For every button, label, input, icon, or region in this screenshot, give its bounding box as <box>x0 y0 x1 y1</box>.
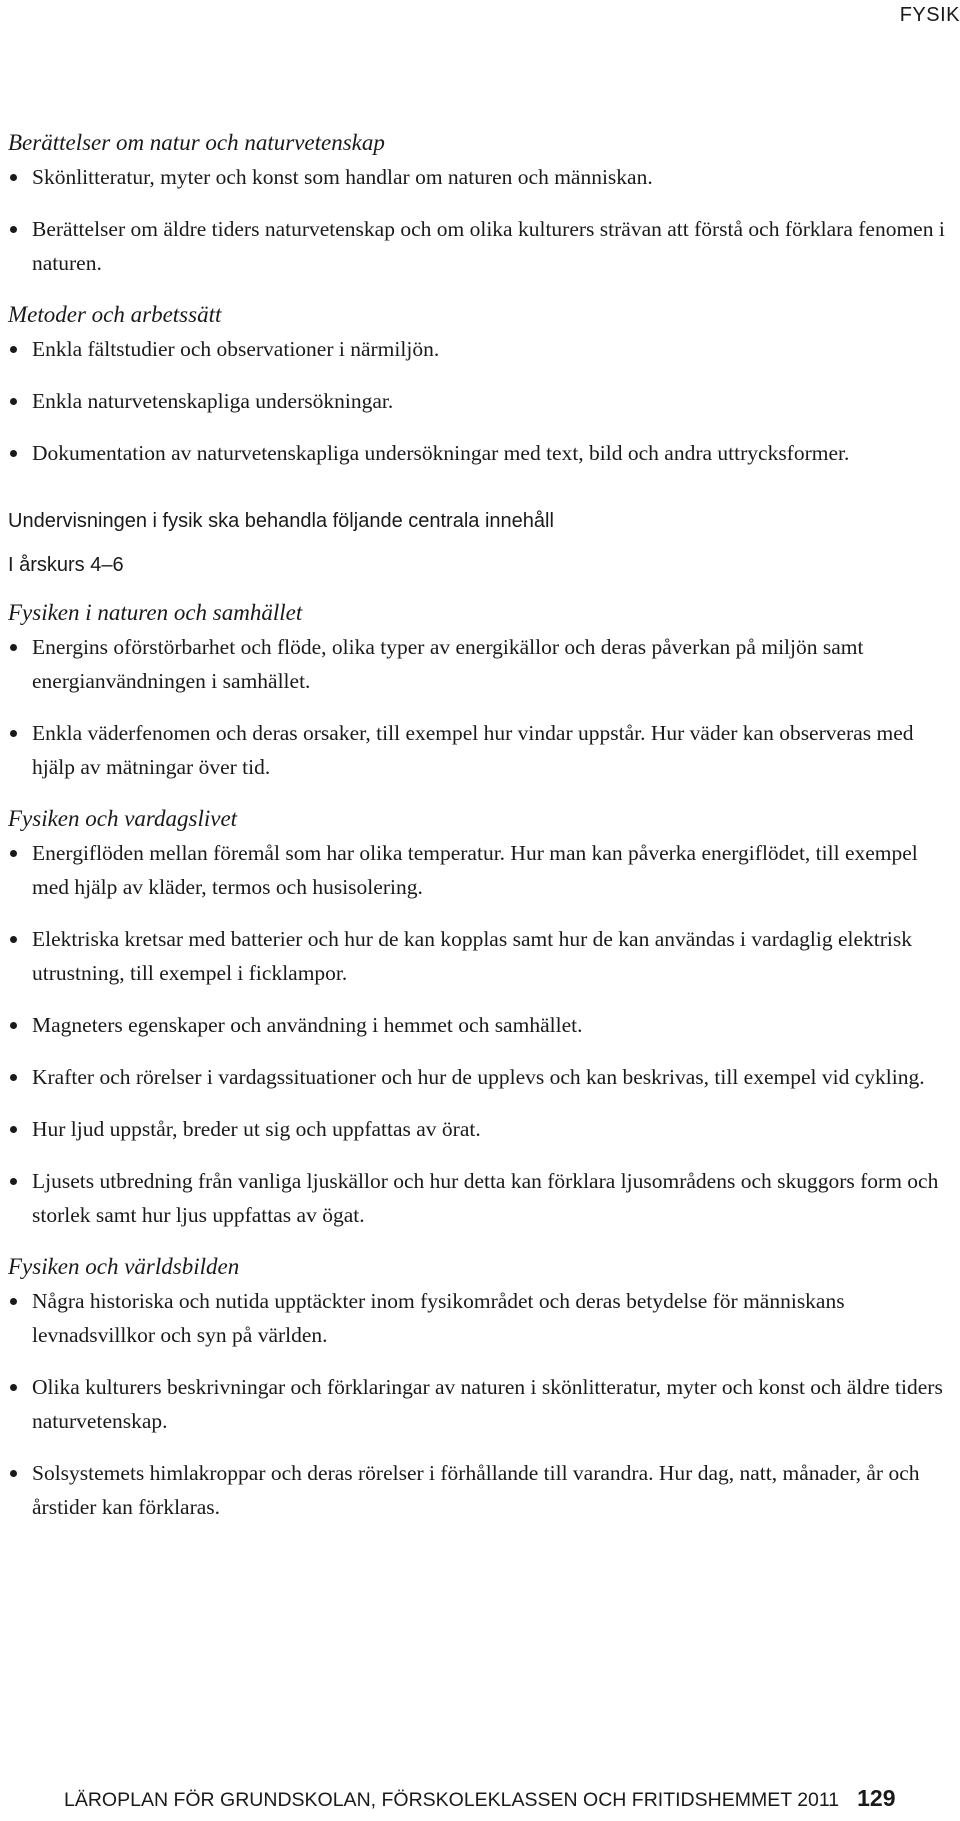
bullet-icon <box>10 1384 17 1391</box>
list-item-text: Enkla fältstudier och observationer i närmiljön. <box>32 337 440 361</box>
list-item <box>8 1284 953 1352</box>
page-number: 129 <box>857 1785 896 1811</box>
running-head: FYSIK <box>899 4 960 26</box>
bullet-list <box>8 630 953 784</box>
list-item-text: Elektriska kretsar med batterier och hur de kan kopplas samt hur de kan användas i vardaglig elektrisk utrustning, till exempel i ficklampor. <box>32 927 913 985</box>
list-item-text: Olika kulturers beskrivningar och förklaringar av naturen i skönlitteratur, myter och konst och äldre tiders naturvetenskap. <box>32 1375 943 1433</box>
list-item-text: Enkla väderfenomen och deras orsaker, till exempel hur vindar uppstår. Hur väder kan observeras med hjälp av mätningar över tid. <box>32 721 914 779</box>
page-footer <box>64 1785 956 1812</box>
section-heading: Metoder och arbetssätt <box>8 302 222 327</box>
list-item <box>8 1008 953 1042</box>
bullet-icon <box>10 398 17 405</box>
bullet-list <box>8 1284 953 1524</box>
section-metoder <box>8 298 953 470</box>
section-varldsbilden <box>8 1250 953 1524</box>
list-item <box>8 716 953 784</box>
list-item <box>8 160 953 194</box>
list-item <box>8 1370 953 1438</box>
list-item-text: Enkla naturvetenskapliga undersökningar. <box>32 389 394 413</box>
list-item <box>8 1060 953 1094</box>
section-heading: Fysiken och världsbilden <box>8 1254 240 1279</box>
bullet-icon <box>10 226 17 233</box>
bullet-icon <box>10 1298 17 1305</box>
list-item-text: Energiflöden mellan föremål som har olika temperatur. Hur man kan påverka energiflödet, till exempel med hjälp av kläder, termos och husisolering. <box>32 841 918 899</box>
list-item-text: Hur ljud uppstår, breder ut sig och uppfattas av örat. <box>32 1117 481 1141</box>
bullet-icon <box>10 644 17 651</box>
bullet-icon <box>10 1178 17 1185</box>
footer-title: LÄROPLAN FÖR GRUNDSKOLAN, FÖRSKOLEKLASSEN OCH FRITIDSHEMMET 2011 <box>64 1789 840 1811</box>
list-item <box>8 1164 953 1232</box>
list-item <box>8 332 953 366</box>
list-item <box>8 836 953 904</box>
bullet-icon <box>10 730 17 737</box>
list-item <box>8 630 953 698</box>
list-item <box>8 436 953 470</box>
bullet-icon <box>10 450 17 457</box>
list-item-text: Ljusets utbredning från vanliga ljuskällor och hur detta kan förklara ljusområdens och skuggors form och storlek samt hur ljus uppfattas av ögat. <box>32 1169 939 1227</box>
list-item-text: Krafter och rörelser i vardagssituationer och hur de upplevs och kan beskrivas, till exempel vid cykling. <box>32 1065 925 1089</box>
section-naturen-samhallet <box>8 596 953 784</box>
list-item <box>8 384 953 418</box>
list-item-text: Energins oförstörbarhet och flöde, olika typer av energikällor och deras påverkan på miljön samt energianvändningen i samhället. <box>32 635 864 693</box>
bullet-icon <box>10 1126 17 1133</box>
bullet-icon <box>10 174 17 181</box>
list-item <box>8 1456 953 1524</box>
bullet-list <box>8 160 953 280</box>
list-item <box>8 212 953 280</box>
bullet-list <box>8 836 953 1232</box>
bullet-icon <box>10 1470 17 1477</box>
grade-heading: I årskurs 4–6 <box>8 554 124 576</box>
content <box>8 126 953 1542</box>
list-item-text: Dokumentation av naturvetenskapliga undersökningar med text, bild och andra uttrycksformer. <box>32 441 850 465</box>
central-content <box>8 506 953 580</box>
section-heading: Berättelser om natur och naturvetenskap <box>8 130 385 155</box>
list-item-text: Skönlitteratur, myter och konst som handlar om naturen och människan. <box>32 165 653 189</box>
list-item <box>8 1112 953 1146</box>
central-content-title: Undervisningen i fysik ska behandla följande centrala innehåll <box>8 510 554 532</box>
bullet-icon <box>10 936 17 943</box>
bullet-list <box>8 332 953 470</box>
bullet-icon <box>10 1022 17 1029</box>
section-vardagslivet <box>8 802 953 1232</box>
section-heading: Fysiken i naturen och samhället <box>8 600 303 625</box>
bullet-icon <box>10 850 17 857</box>
list-item-text: Solsystemets himlakroppar och deras rörelser i förhållande till varandra. Hur dag, natt, månader, år och årstider kan förklaras. <box>32 1461 920 1519</box>
bullet-icon <box>10 346 17 353</box>
list-item-text: Berättelser om äldre tiders naturvetenskap och om olika kulturers strävan att förstå och förklara fenomen i naturen. <box>32 217 945 275</box>
list-item <box>8 922 953 990</box>
list-item-text: Några historiska och nutida upptäckter inom fysikområdet och deras betydelse för människans levnadsvillkor och syn på världen. <box>32 1289 845 1347</box>
section-heading: Fysiken och vardagslivet <box>8 806 238 831</box>
section-berattelser <box>8 126 953 280</box>
list-item-text: Magneters egenskaper och användning i hemmet och samhället. <box>32 1013 583 1037</box>
bullet-icon <box>10 1074 17 1081</box>
